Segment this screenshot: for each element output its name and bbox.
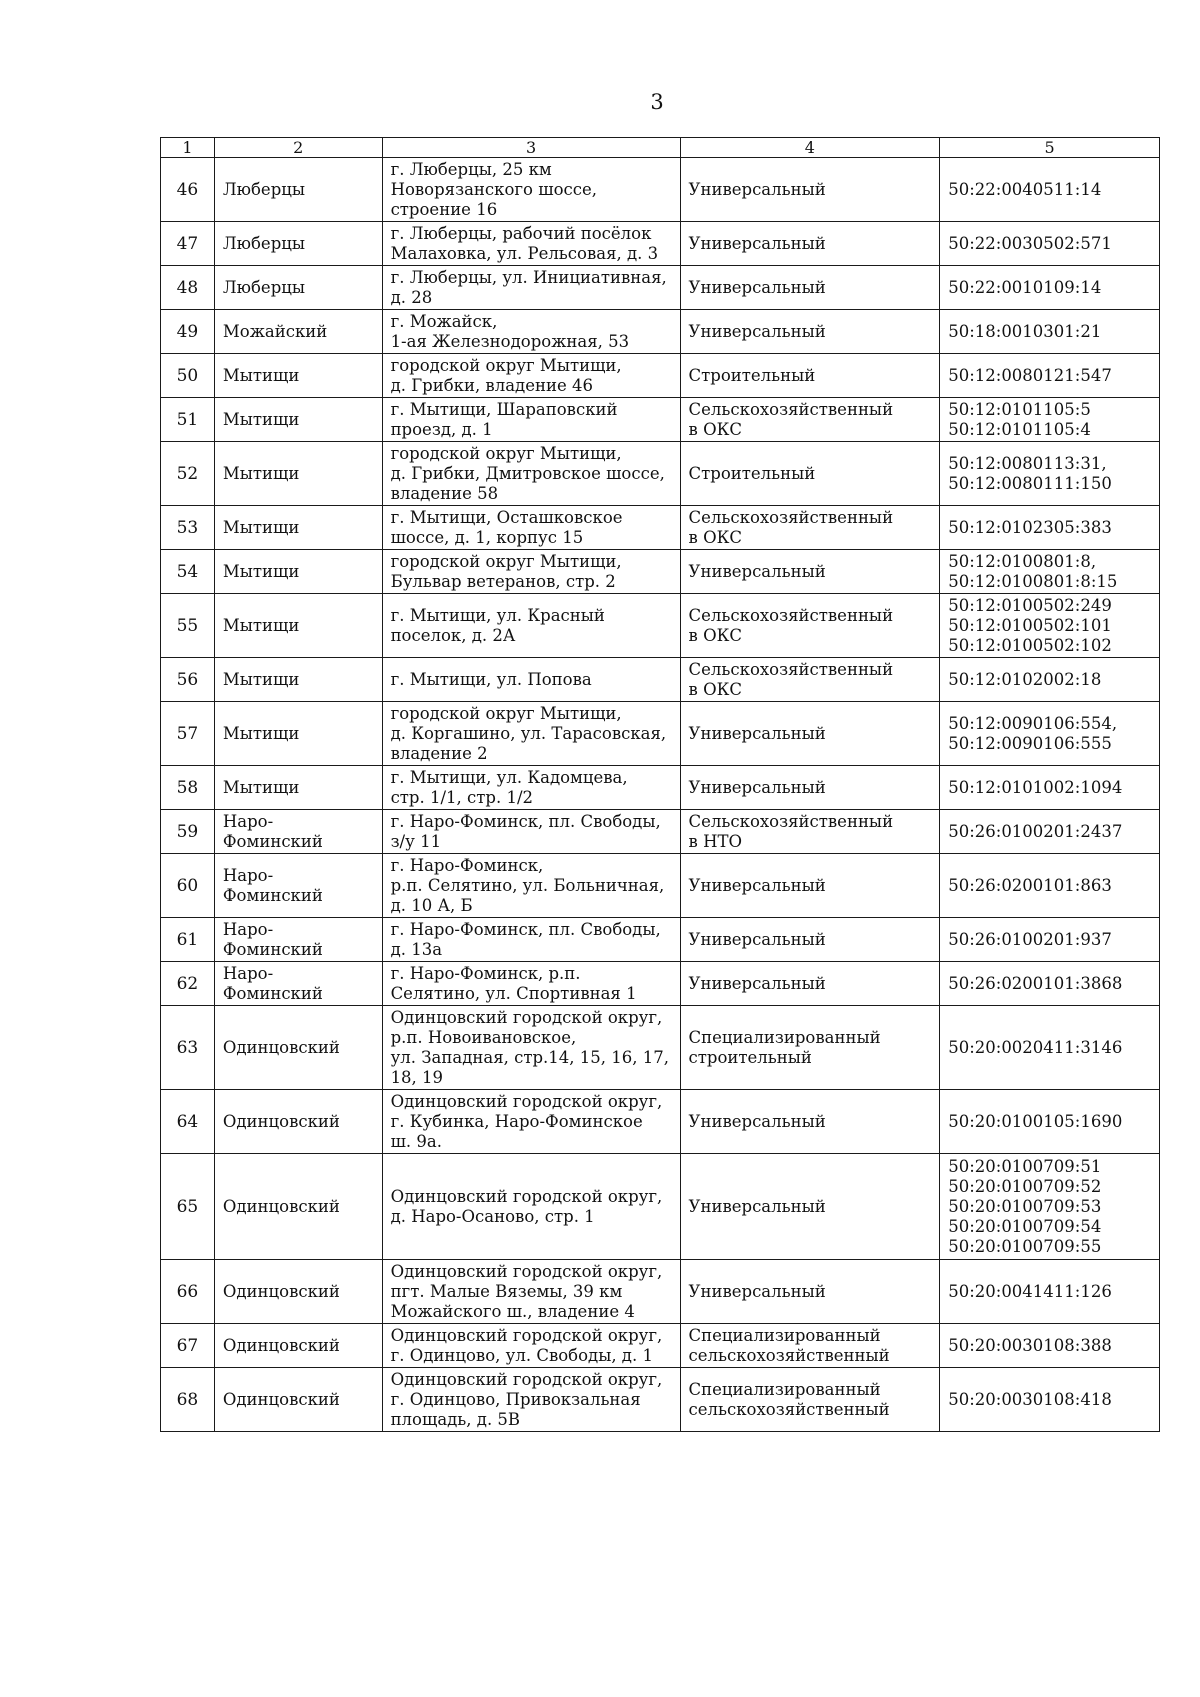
- row-number-cell: 61: [161, 918, 215, 962]
- address-line: Новорязанского шоссе,: [390, 179, 597, 199]
- table-row: [161, 918, 1160, 962]
- cadastral-line: 50:20:0030108:418: [948, 1389, 1112, 1409]
- address-line: Бульвар ветеранов, стр. 2: [390, 571, 616, 591]
- district-line: Одинцовский: [222, 1281, 340, 1301]
- address-line: д. Наро-Осаново, стр. 1: [390, 1206, 595, 1226]
- cadastral-line: 50:20:0041411:126: [948, 1281, 1112, 1301]
- type-cell: [680, 398, 940, 442]
- address-cell: [382, 1368, 680, 1432]
- cadastral-cell: [940, 222, 1160, 266]
- district-cell: [214, 702, 382, 766]
- type-cell: [680, 962, 940, 1006]
- cadastral-line: 50:26:0100201:2437: [948, 821, 1123, 841]
- type-cell: [680, 1154, 940, 1260]
- cadastral-line: 50:20:0030108:388: [948, 1335, 1112, 1355]
- address-line: шоссе, д. 1, корпус 15: [390, 527, 584, 547]
- address-line: пгт. Малые Вяземы, 39 км: [390, 1281, 623, 1301]
- cadastral-cell: [940, 266, 1160, 310]
- type-cell: [680, 158, 940, 222]
- type-line: Универсальный: [688, 875, 826, 895]
- row-number-cell: 54: [161, 550, 215, 594]
- district-line: Мытищи: [222, 723, 300, 743]
- address-line: г. Наро-Фоминск, пл. Свободы,: [390, 919, 661, 939]
- table-row: [161, 158, 1160, 222]
- cadastral-cell: [940, 1154, 1160, 1260]
- district-line: Мытищи: [222, 615, 300, 635]
- address-line: поселок, д. 2А: [390, 625, 516, 645]
- cadastral-line: 50:12:0101105:4: [948, 419, 1091, 439]
- district-cell: [214, 266, 382, 310]
- table-row: [161, 854, 1160, 918]
- cadastral-line: 50:12:0101002:1094: [948, 777, 1123, 797]
- district-line: Люберцы: [222, 277, 305, 297]
- address-line: строение 16: [390, 199, 498, 219]
- cadastral-line: 50:12:0080111:150: [948, 473, 1112, 493]
- address-line: владение 2: [390, 743, 488, 763]
- address-line: г. Наро-Фоминск, р.п.: [390, 963, 581, 983]
- district-cell: [214, 1154, 382, 1260]
- address-line: г. Люберцы, 25 км: [390, 159, 552, 179]
- address-line: г. Наро-Фоминск, пл. Свободы,: [390, 811, 661, 831]
- type-line: в НТО: [688, 831, 742, 851]
- type-cell: [680, 222, 940, 266]
- cadastral-cell: [940, 354, 1160, 398]
- column-header-4: 4: [680, 138, 940, 158]
- district-cell: [214, 854, 382, 918]
- address-line: г. Люберцы, ул. Инициативная,: [390, 267, 667, 287]
- cadastral-line: 50:22:0040511:14: [948, 179, 1102, 199]
- district-line: Фоминский: [222, 983, 323, 1003]
- column-header-5: 5: [940, 138, 1160, 158]
- type-line: Специализированный: [688, 1325, 881, 1345]
- address-line: ул. Западная, стр.14, 15, 16, 17,: [390, 1047, 669, 1067]
- cadastral-line: 50:22:0010109:14: [948, 277, 1102, 297]
- table-row: [161, 658, 1160, 702]
- address-cell: [382, 962, 680, 1006]
- type-cell: [680, 766, 940, 810]
- type-cell: [680, 506, 940, 550]
- cadastral-cell: [940, 918, 1160, 962]
- row-number-cell: 50: [161, 354, 215, 398]
- address-line: 1-ая Железнодорожная, 53: [390, 331, 630, 351]
- type-cell: [680, 1368, 940, 1432]
- table-row: [161, 550, 1160, 594]
- cadastral-cell: [940, 810, 1160, 854]
- type-line: Универсальный: [688, 777, 826, 797]
- cadastral-cell: [940, 766, 1160, 810]
- cadastral-cell: [940, 658, 1160, 702]
- type-cell: [680, 354, 940, 398]
- cadastral-cell: [940, 506, 1160, 550]
- type-line: сельскохозяйственный: [688, 1399, 890, 1419]
- address-line: г. Мытищи, ул. Красный: [390, 605, 605, 625]
- row-number-cell: 59: [161, 810, 215, 854]
- table-row: [161, 266, 1160, 310]
- address-line: г. Мытищи, Шараповский: [390, 399, 618, 419]
- table-row: [161, 702, 1160, 766]
- type-line: Универсальный: [688, 973, 826, 993]
- address-line: д. Грибки, Дмитровское шоссе,: [390, 463, 665, 483]
- row-number-cell: 52: [161, 442, 215, 506]
- cadastral-line: 50:20:0100709:55: [948, 1236, 1102, 1256]
- table-row: [161, 354, 1160, 398]
- cadastral-cell: [940, 1090, 1160, 1154]
- row-number-cell: 55: [161, 594, 215, 658]
- address-line: Одинцовский городской округ,: [390, 1325, 663, 1345]
- cadastral-line: 50:22:0030502:571: [948, 233, 1112, 253]
- district-cell: [214, 310, 382, 354]
- address-cell: [382, 1006, 680, 1090]
- cadastral-line: 50:20:0100105:1690: [948, 1111, 1123, 1131]
- cadastral-line: 50:26:0100201:937: [948, 929, 1112, 949]
- address-line: д. 28: [390, 287, 433, 307]
- district-line: Одинцовский: [222, 1389, 340, 1409]
- type-line: Универсальный: [688, 1111, 826, 1131]
- cadastral-line: 50:20:0100709:51: [948, 1156, 1102, 1176]
- cadastral-cell: [940, 398, 1160, 442]
- address-line: г. Кубинка, Наро-Фоминское: [390, 1111, 643, 1131]
- district-cell: [214, 1324, 382, 1368]
- address-cell: [382, 918, 680, 962]
- row-number-cell: 56: [161, 658, 215, 702]
- address-line: Одинцовский городской округ,: [390, 1007, 663, 1027]
- type-cell: [680, 1260, 940, 1324]
- address-line: г. Мытищи, ул. Попова: [390, 669, 592, 689]
- address-cell: [382, 442, 680, 506]
- cadastral-cell: [940, 854, 1160, 918]
- cadastral-line: 50:12:0080121:547: [948, 365, 1112, 385]
- district-cell: [214, 962, 382, 1006]
- district-line: Фоминский: [222, 831, 323, 851]
- cadastral-cell: [940, 1368, 1160, 1432]
- district-cell: [214, 810, 382, 854]
- type-cell: [680, 918, 940, 962]
- row-number-cell: 67: [161, 1324, 215, 1368]
- address-line: д. Грибки, владение 46: [390, 375, 593, 395]
- type-line: Универсальный: [688, 321, 826, 341]
- cadastral-line: 50:12:0100502:249: [948, 595, 1112, 615]
- district-line: Наро-: [222, 811, 274, 831]
- address-cell: [382, 354, 680, 398]
- column-header-3: 3: [382, 138, 680, 158]
- type-line: Строительный: [688, 463, 816, 483]
- row-number-cell: 51: [161, 398, 215, 442]
- address-line: стр. 1/1, стр. 1/2: [390, 787, 534, 807]
- table-row: [161, 310, 1160, 354]
- cadastral-cell: [940, 1006, 1160, 1090]
- type-cell: [680, 442, 940, 506]
- district-cell: [214, 1368, 382, 1432]
- district-line: Фоминский: [222, 885, 323, 905]
- type-cell: [680, 854, 940, 918]
- table-row: [161, 1260, 1160, 1324]
- row-number-cell: 58: [161, 766, 215, 810]
- cadastral-line: 50:12:0100502:102: [948, 635, 1112, 655]
- address-line: 18, 19: [390, 1067, 444, 1087]
- address-line: р.п. Селятино, ул. Больничная,: [390, 875, 665, 895]
- cadastral-cell: [940, 1260, 1160, 1324]
- row-number-cell: 68: [161, 1368, 215, 1432]
- address-line: д. 10 А, Б: [390, 895, 473, 915]
- district-cell: [214, 918, 382, 962]
- district-line: Наро-: [222, 919, 274, 939]
- address-line: Одинцовский городской округ,: [390, 1186, 663, 1206]
- district-cell: [214, 1090, 382, 1154]
- address-line: городской округ Мытищи,: [390, 703, 622, 723]
- district-line: Одинцовский: [222, 1037, 340, 1057]
- address-cell: [382, 222, 680, 266]
- address-cell: [382, 506, 680, 550]
- table-row: [161, 1006, 1160, 1090]
- type-cell: [680, 1006, 940, 1090]
- table-row: [161, 442, 1160, 506]
- type-line: Универсальный: [688, 723, 826, 743]
- cadastral-cell: [940, 310, 1160, 354]
- district-cell: [214, 1260, 382, 1324]
- address-cell: [382, 398, 680, 442]
- registry-table: [160, 137, 1160, 1432]
- page-number: 3: [650, 90, 664, 114]
- type-cell: [680, 810, 940, 854]
- table-row: [161, 398, 1160, 442]
- row-number-cell: 53: [161, 506, 215, 550]
- address-line: Малаховка, ул. Рельсовая, д. 3: [390, 243, 659, 263]
- address-cell: [382, 810, 680, 854]
- table-body: [161, 158, 1160, 1432]
- table-row: [161, 766, 1160, 810]
- address-line: з/у 11: [390, 831, 442, 851]
- district-line: Люберцы: [222, 179, 305, 199]
- table-row: [161, 810, 1160, 854]
- row-number-cell: 46: [161, 158, 215, 222]
- address-cell: [382, 1324, 680, 1368]
- row-number-cell: 47: [161, 222, 215, 266]
- column-header-2: 2: [214, 138, 382, 158]
- district-cell: [214, 550, 382, 594]
- address-cell: [382, 658, 680, 702]
- type-cell: [680, 266, 940, 310]
- address-line: г. Мытищи, Осташковское: [390, 507, 623, 527]
- address-line: г. Мытищи, ул. Кадомцева,: [390, 767, 628, 787]
- district-line: Мытищи: [222, 463, 300, 483]
- district-cell: [214, 398, 382, 442]
- type-line: Универсальный: [688, 561, 826, 581]
- district-line: Мытищи: [222, 517, 300, 537]
- type-cell: [680, 1324, 940, 1368]
- type-cell: [680, 658, 940, 702]
- type-cell: [680, 1090, 940, 1154]
- address-line: проезд, д. 1: [390, 419, 493, 439]
- district-cell: [214, 222, 382, 266]
- district-cell: [214, 158, 382, 222]
- district-line: Можайский: [222, 321, 328, 341]
- address-cell: [382, 1090, 680, 1154]
- address-line: городской округ Мытищи,: [390, 443, 622, 463]
- cadastral-line: 50:12:0090106:554,: [948, 713, 1118, 733]
- cadastral-line: 50:12:0090106:555: [948, 733, 1112, 753]
- type-line: Строительный: [688, 365, 816, 385]
- district-line: Наро-: [222, 865, 274, 885]
- district-line: Наро-: [222, 963, 274, 983]
- address-line: р.п. Новоивановское,: [390, 1027, 577, 1047]
- cadastral-line: 50:18:0010301:21: [948, 321, 1102, 341]
- cadastral-line: 50:12:0100801:8:15: [948, 571, 1118, 591]
- row-number-cell: 66: [161, 1260, 215, 1324]
- district-line: Мытищи: [222, 365, 300, 385]
- column-header-1: 1: [161, 138, 215, 158]
- address-cell: [382, 702, 680, 766]
- district-line: Одинцовский: [222, 1335, 340, 1355]
- address-line: ш. 9а.: [390, 1131, 442, 1151]
- type-line: Специализированный: [688, 1379, 881, 1399]
- type-line: Универсальный: [688, 1196, 826, 1216]
- address-cell: [382, 310, 680, 354]
- cadastral-cell: [940, 158, 1160, 222]
- table-row: [161, 1154, 1160, 1260]
- address-line: д. Коргашино, ул. Тарасовская,: [390, 723, 667, 743]
- table-row: [161, 222, 1160, 266]
- district-line: Одинцовский: [222, 1111, 340, 1131]
- address-line: г. Одинцово, Привокзальная: [390, 1389, 641, 1409]
- address-cell: [382, 158, 680, 222]
- cadastral-line: 50:12:0100502:101: [948, 615, 1112, 635]
- address-line: городской округ Мытищи,: [390, 551, 622, 571]
- address-line: г. Можайск,: [390, 311, 498, 331]
- row-number-cell: 60: [161, 854, 215, 918]
- cadastral-cell: [940, 962, 1160, 1006]
- type-cell: [680, 702, 940, 766]
- cadastral-line: 50:12:0100801:8,: [948, 551, 1097, 571]
- cadastral-line: 50:12:0101105:5: [948, 399, 1091, 419]
- address-line: Одинцовский городской округ,: [390, 1261, 663, 1281]
- type-line: в ОКС: [688, 625, 742, 645]
- district-cell: [214, 1006, 382, 1090]
- type-line: сельскохозяйственный: [688, 1345, 890, 1365]
- district-line: Мытищи: [222, 409, 300, 429]
- table-row: [161, 1368, 1160, 1432]
- type-line: Универсальный: [688, 929, 826, 949]
- address-cell: [382, 594, 680, 658]
- address-line: г. Одинцово, ул. Свободы, д. 1: [390, 1345, 653, 1365]
- type-line: Универсальный: [688, 277, 826, 297]
- address-cell: [382, 266, 680, 310]
- cadastral-cell: [940, 550, 1160, 594]
- type-line: в ОКС: [688, 419, 742, 439]
- type-line: Универсальный: [688, 179, 826, 199]
- district-cell: [214, 658, 382, 702]
- row-number-cell: 57: [161, 702, 215, 766]
- cadastral-cell: [940, 442, 1160, 506]
- cadastral-line: 50:20:0100709:53: [948, 1196, 1102, 1216]
- row-number-cell: 64: [161, 1090, 215, 1154]
- district-cell: [214, 506, 382, 550]
- address-line: Можайского ш., владение 4: [390, 1301, 635, 1321]
- table-row: [161, 506, 1160, 550]
- address-line: г. Наро-Фоминск,: [390, 855, 544, 875]
- type-line: Универсальный: [688, 1281, 826, 1301]
- district-line: Мытищи: [222, 561, 300, 581]
- district-cell: [214, 594, 382, 658]
- address-line: Одинцовский городской округ,: [390, 1091, 663, 1111]
- table-row: [161, 1324, 1160, 1368]
- type-cell: [680, 550, 940, 594]
- address-cell: [382, 854, 680, 918]
- row-number-cell: 63: [161, 1006, 215, 1090]
- type-line: Сельскохозяйственный: [688, 399, 894, 419]
- row-number-cell: 49: [161, 310, 215, 354]
- type-cell: [680, 594, 940, 658]
- type-line: в ОКС: [688, 527, 742, 547]
- cadastral-line: 50:12:0102305:383: [948, 517, 1112, 537]
- cadastral-line: 50:20:0020411:3146: [948, 1037, 1123, 1057]
- district-line: Люберцы: [222, 233, 305, 253]
- address-line: д. 13а: [390, 939, 443, 959]
- column-number-row: [161, 138, 1160, 158]
- type-line: Универсальный: [688, 233, 826, 253]
- type-line: Сельскохозяйственный: [688, 811, 894, 831]
- district-cell: [214, 766, 382, 810]
- cadastral-line: 50:26:0200101:863: [948, 875, 1112, 895]
- district-line: Мытищи: [222, 669, 300, 689]
- address-line: Селятино, ул. Спортивная 1: [390, 983, 637, 1003]
- cadastral-line: 50:12:0102002:18: [948, 669, 1102, 689]
- cadastral-line: 50:20:0100709:52: [948, 1176, 1102, 1196]
- cadastral-line: 50:26:0200101:3868: [948, 973, 1123, 993]
- type-cell: [680, 310, 940, 354]
- address-cell: [382, 550, 680, 594]
- table-row: [161, 594, 1160, 658]
- type-line: Специализированный: [688, 1027, 881, 1047]
- address-line: владение 58: [390, 483, 499, 503]
- row-number-cell: 65: [161, 1154, 215, 1260]
- address-cell: [382, 766, 680, 810]
- district-line: Фоминский: [222, 939, 323, 959]
- type-line: строительный: [688, 1047, 812, 1067]
- row-number-cell: 48: [161, 266, 215, 310]
- table-row: [161, 962, 1160, 1006]
- address-line: г. Люберцы, рабочий посёлок: [390, 223, 652, 243]
- cadastral-cell: [940, 594, 1160, 658]
- type-line: в ОКС: [688, 679, 742, 699]
- table-row: [161, 1090, 1160, 1154]
- address-line: городской округ Мытищи,: [390, 355, 622, 375]
- address-cell: [382, 1154, 680, 1260]
- district-line: Мытищи: [222, 777, 300, 797]
- cadastral-cell: [940, 702, 1160, 766]
- address-cell: [382, 1260, 680, 1324]
- type-line: Сельскохозяйственный: [688, 507, 894, 527]
- district-line: Одинцовский: [222, 1196, 340, 1216]
- address-line: Одинцовский городской округ,: [390, 1369, 663, 1389]
- district-cell: [214, 442, 382, 506]
- cadastral-line: 50:12:0080113:31,: [948, 453, 1107, 473]
- type-line: Сельскохозяйственный: [688, 605, 894, 625]
- district-cell: [214, 354, 382, 398]
- type-line: Сельскохозяйственный: [688, 659, 894, 679]
- cadastral-line: 50:20:0100709:54: [948, 1216, 1102, 1236]
- row-number-cell: 62: [161, 962, 215, 1006]
- address-line: площадь, д. 5В: [390, 1409, 521, 1429]
- cadastral-cell: [940, 1324, 1160, 1368]
